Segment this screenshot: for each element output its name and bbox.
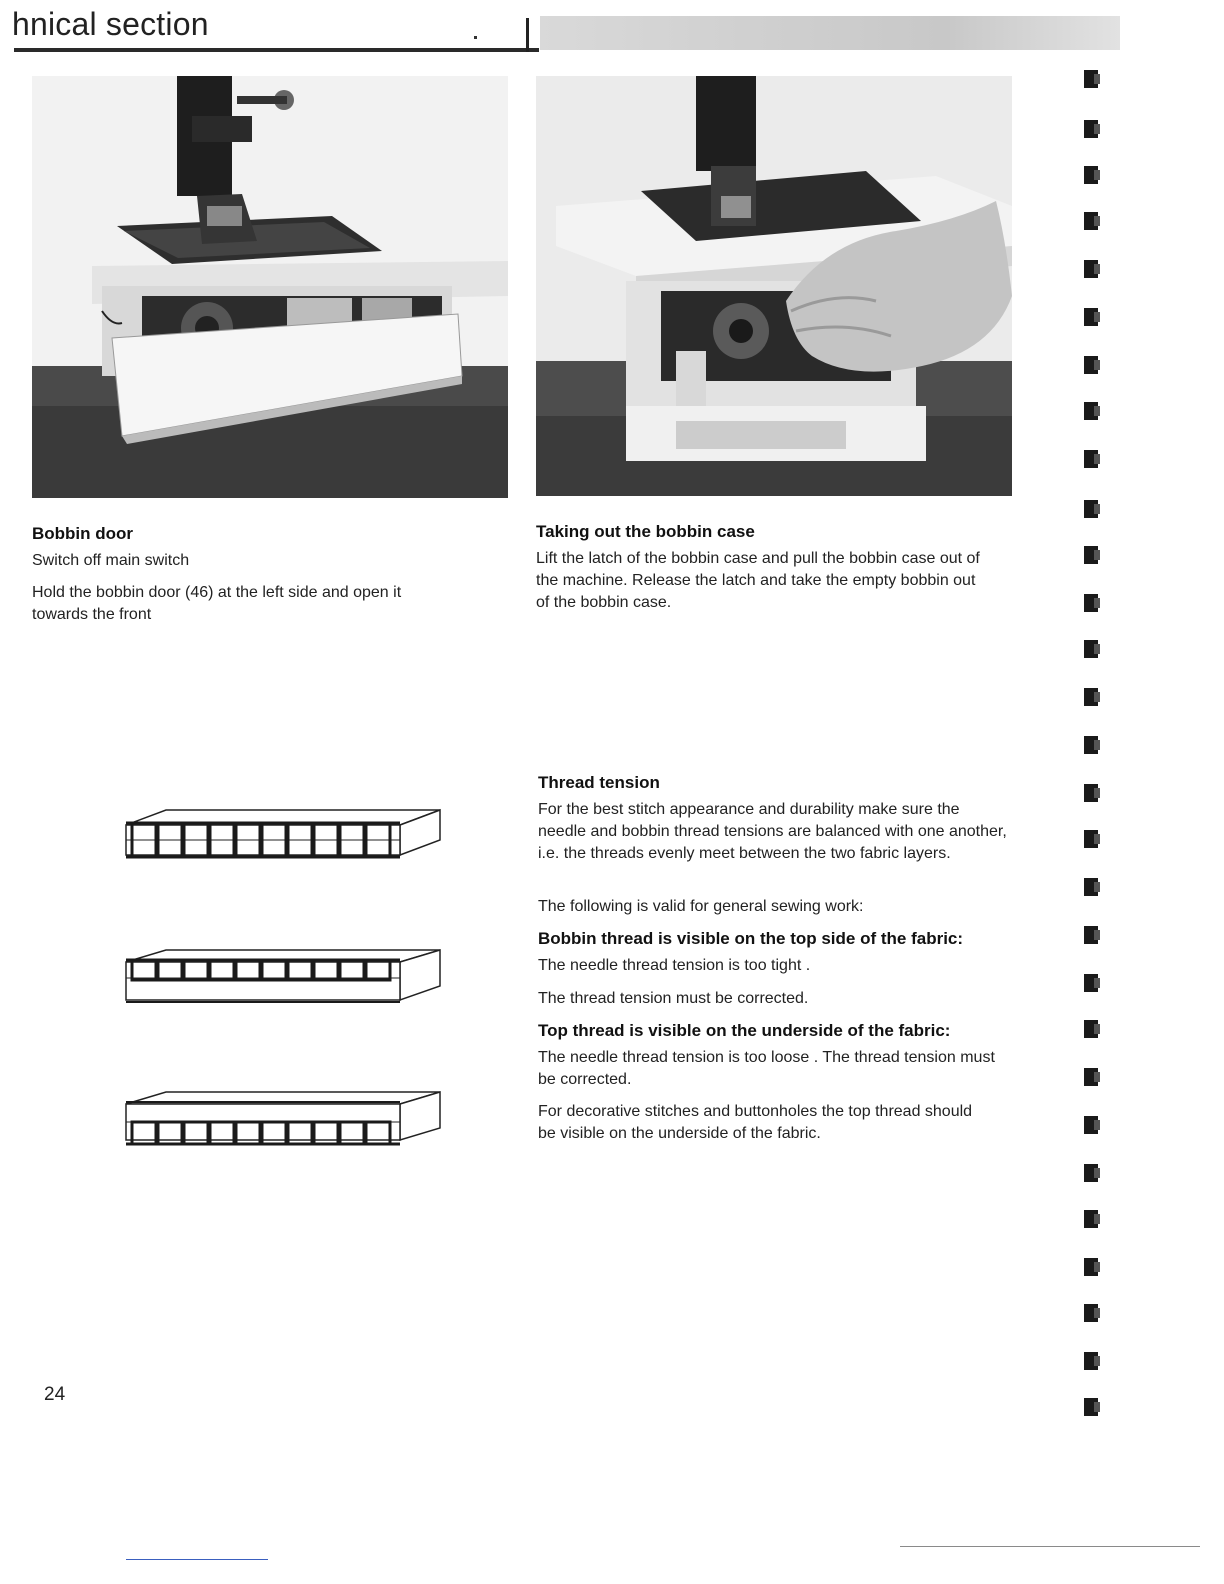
thumb-tab: [1084, 70, 1098, 88]
bobbin-thread-too-tight: The needle thread tension is too tight .: [538, 957, 811, 974]
thread-tension-general: The following is valid for general sewing work:: [538, 898, 864, 915]
thumb-tab: [1084, 1068, 1098, 1086]
thumb-tab: [1084, 546, 1098, 564]
bobbin-thread-must-correct: The thread tension must be corrected.: [538, 990, 809, 1007]
header-rule: [14, 48, 539, 52]
thumb-tab: [1084, 878, 1098, 896]
stitch-diagram-balanced: [118, 805, 448, 880]
decorative-stitch-note: For decorative stitches and buttonholes the top thread should be visible on the underside of the fabric.: [538, 1103, 973, 1142]
bottom-rule: [900, 1546, 1200, 1547]
bobbin-door-photo: [32, 76, 508, 498]
thumb-tab: [1084, 1304, 1098, 1322]
thumb-tab: [1084, 212, 1098, 230]
page-header-title: hnical section: [12, 6, 209, 42]
thumb-tab: [1084, 166, 1098, 184]
thumb-index-tabs: [1072, 60, 1112, 1420]
stitch-diagram-too-loose: [118, 1088, 448, 1163]
bobbin-door-step-1: Switch off main switch: [32, 552, 190, 569]
thumb-tab: [1084, 1020, 1098, 1038]
header-tick: [526, 18, 529, 52]
thumb-tab: [1084, 356, 1098, 374]
thumb-tab: [1084, 1258, 1098, 1276]
thumb-tab: [1084, 640, 1098, 658]
thumb-tab: [1084, 736, 1098, 754]
thumb-tab: [1084, 500, 1098, 518]
bobbin-case-heading: Taking out the bobbin case: [536, 522, 755, 541]
thread-tension-heading: Thread tension: [538, 773, 660, 792]
top-thread-visible-heading: Top thread is visible on the underside of the fabric:: [538, 1021, 951, 1040]
thumb-tab: [1084, 594, 1098, 612]
thumb-tab: [1084, 926, 1098, 944]
bobbin-door-step-2: Hold the bobbin door (46) at the left side and open it towards the front: [32, 584, 402, 623]
thumb-tab: [1084, 308, 1098, 326]
thumb-tab: [1084, 120, 1098, 138]
thumb-tab: [1084, 260, 1098, 278]
header-dot: [474, 36, 477, 39]
thumb-tab: [1084, 830, 1098, 848]
thumb-tab: [1084, 1210, 1098, 1228]
thumb-tab: [1084, 402, 1098, 420]
bobbin-case-removal-photo: [536, 76, 1012, 496]
page-number: 24: [44, 1384, 66, 1405]
bobbin-door-heading: Bobbin door: [32, 524, 134, 543]
thumb-tab: [1084, 974, 1098, 992]
thumb-tab: [1084, 1398, 1098, 1416]
thumb-tab: [1084, 1352, 1098, 1370]
bottom-blue-line: [126, 1559, 268, 1560]
header-band: [540, 16, 1120, 50]
thread-tension-intro: For the best stitch appearance and durability make sure the needle and bobbin thread tensions are balanced with one another, i.e. the threads evenly meet between the two fabric layers.: [538, 801, 1007, 862]
stitch-diagram-too-tight: [118, 948, 448, 1023]
thumb-tab: [1084, 1164, 1098, 1182]
thumb-tab: [1084, 450, 1098, 468]
thumb-tab: [1084, 784, 1098, 802]
bobbin-case-paragraph: Lift the latch of the bobbin case and pull the bobbin case out of the machine. Release the latch and take the empty bobbin out of the bobbin case.: [536, 550, 980, 611]
thumb-tab: [1084, 1116, 1098, 1134]
top-thread-too-loose: The needle thread tension is too loose . The thread tension must be corrected.: [538, 1049, 995, 1088]
bobbin-thread-visible-heading: Bobbin thread is visible on the top side of the fabric:: [538, 929, 964, 948]
thumb-tab: [1084, 688, 1098, 706]
